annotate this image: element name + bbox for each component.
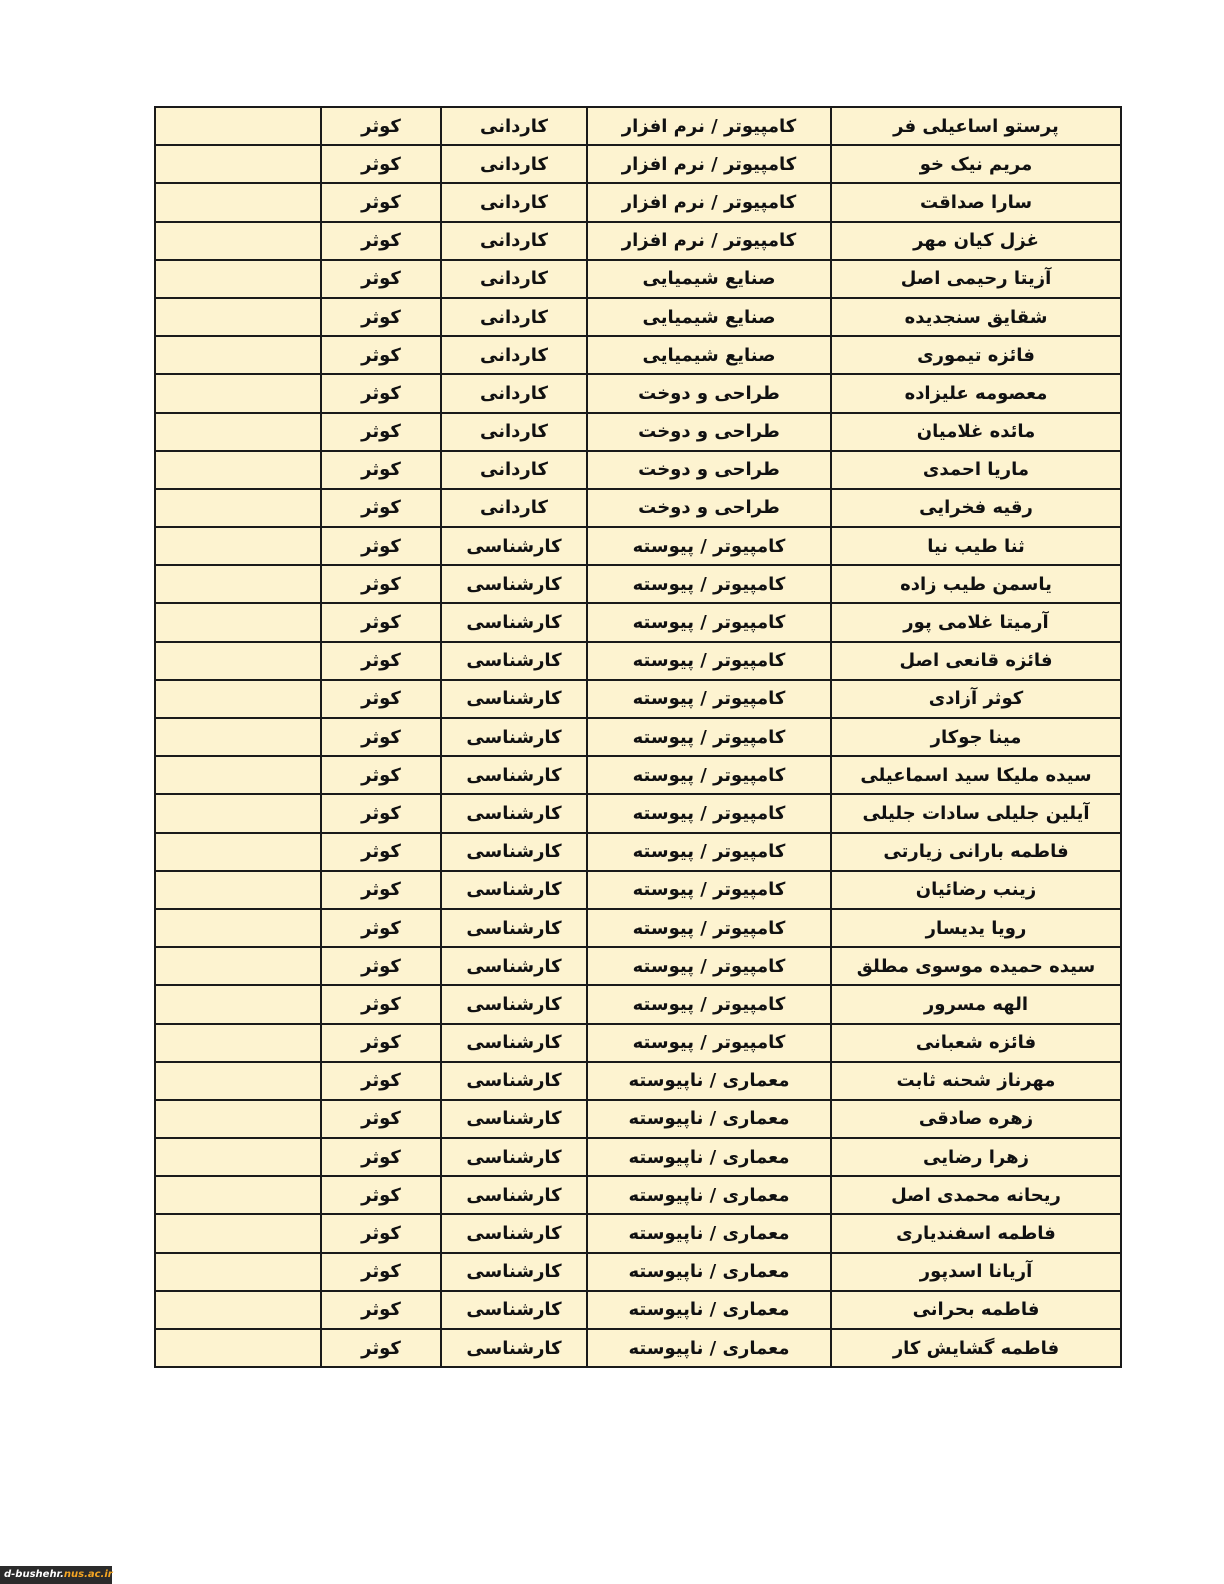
cell-major: کامپیوتر / پیوسته (587, 985, 831, 1023)
cell-campus: کوثر (321, 145, 441, 183)
cell-empty (155, 374, 321, 412)
cell-name: مهرناز شحنه ثابت (831, 1062, 1121, 1100)
cell-name: آیلین جلیلی سادات جلیلی (831, 794, 1121, 832)
cell-empty (155, 260, 321, 298)
cell-name: ثنا طیب نیا (831, 527, 1121, 565)
cell-level: کارشناسی (441, 985, 587, 1023)
cell-level: کارشناسی (441, 1024, 587, 1062)
cell-level: کارشناسی (441, 565, 587, 603)
cell-major: کامپیوتر / پیوسته (587, 565, 831, 603)
table-row (155, 451, 1121, 489)
table-row (155, 642, 1121, 680)
cell-campus: کوثر (321, 1024, 441, 1062)
cell-major: معماری / ناپیوسته (587, 1100, 831, 1138)
cell-level: کاردانی (441, 145, 587, 183)
cell-major: کامپیوتر / پیوسته (587, 756, 831, 794)
cell-empty (155, 565, 321, 603)
cell-name: رویا یدیسار (831, 909, 1121, 947)
footer-domain: nus.ac.ir (63, 1569, 113, 1580)
table-row (155, 603, 1121, 641)
cell-major: معماری / ناپیوسته (587, 1138, 831, 1176)
cell-name: مینا جوکار (831, 718, 1121, 756)
table-row (155, 1214, 1121, 1252)
cell-empty (155, 756, 321, 794)
table-row (155, 718, 1121, 756)
table-row (155, 1062, 1121, 1100)
cell-major: کامپیوتر / پیوسته (587, 909, 831, 947)
cell-campus: کوثر (321, 947, 441, 985)
cell-major: طراحی و دوخت (587, 413, 831, 451)
cell-campus: کوثر (321, 183, 441, 221)
cell-name: فاطمه بحرانی (831, 1291, 1121, 1329)
cell-major: صنایع شیمیایی (587, 336, 831, 374)
cell-empty (155, 336, 321, 374)
cell-empty (155, 489, 321, 527)
cell-level: کارشناسی (441, 1253, 587, 1291)
cell-empty (155, 947, 321, 985)
cell-major: معماری / ناپیوسته (587, 1329, 831, 1367)
cell-name: آرمیتا غلامی پور (831, 603, 1121, 641)
cell-level: کاردانی (441, 298, 587, 336)
cell-level: کارشناسی (441, 718, 587, 756)
cell-major: کامپیوتر / پیوسته (587, 947, 831, 985)
cell-major: طراحی و دوخت (587, 489, 831, 527)
cell-name: پرستو اساعیلی فر (831, 107, 1121, 145)
cell-empty (155, 1176, 321, 1214)
cell-level: کارشناسی (441, 909, 587, 947)
cell-empty (155, 603, 321, 641)
table-row (155, 985, 1121, 1023)
cell-level: کاردانی (441, 222, 587, 260)
cell-empty (155, 222, 321, 260)
cell-major: کامپیوتر / پیوسته (587, 527, 831, 565)
cell-campus: کوثر (321, 756, 441, 794)
table-row (155, 1176, 1121, 1214)
cell-empty (155, 985, 321, 1023)
cell-level: کارشناسی (441, 794, 587, 832)
cell-empty (155, 909, 321, 947)
cell-empty (155, 794, 321, 832)
table-row (155, 260, 1121, 298)
cell-name: الهه مسرور (831, 985, 1121, 1023)
table-row (155, 833, 1121, 871)
cell-empty (155, 1214, 321, 1252)
cell-campus: کوثر (321, 1291, 441, 1329)
cell-campus: کوثر (321, 642, 441, 680)
cell-major: معماری / ناپیوسته (587, 1176, 831, 1214)
cell-empty (155, 871, 321, 909)
cell-name: فاطمه گشایش کار (831, 1329, 1121, 1367)
cell-empty (155, 145, 321, 183)
cell-campus: کوثر (321, 336, 441, 374)
table-row (155, 680, 1121, 718)
cell-name: زهرا رضایی (831, 1138, 1121, 1176)
table-row (155, 1024, 1121, 1062)
cell-level: کاردانی (441, 413, 587, 451)
cell-campus: کوثر (321, 374, 441, 412)
cell-level: کارشناسی (441, 1062, 587, 1100)
cell-campus: کوثر (321, 222, 441, 260)
table-row (155, 527, 1121, 565)
cell-name: غزل کیان مهر (831, 222, 1121, 260)
cell-major: کامپیوتر / پیوسته (587, 642, 831, 680)
table-row (155, 565, 1121, 603)
cell-level: کارشناسی (441, 1214, 587, 1252)
cell-major: کامپیوتر / نرم افزار (587, 222, 831, 260)
table-row (155, 298, 1121, 336)
cell-campus: کوثر (321, 909, 441, 947)
cell-empty (155, 680, 321, 718)
cell-name: ریحانه محمدی اصل (831, 1176, 1121, 1214)
cell-name: فائزه تیموری (831, 336, 1121, 374)
table-row (155, 1138, 1121, 1176)
cell-major: صنایع شیمیایی (587, 298, 831, 336)
cell-name: فاطمه بارانی زیارتی (831, 833, 1121, 871)
cell-level: کاردانی (441, 107, 587, 145)
cell-major: معماری / ناپیوسته (587, 1214, 831, 1252)
cell-level: کارشناسی (441, 947, 587, 985)
table-row (155, 1329, 1121, 1367)
cell-name: سیده ملیکا سید اسماعیلی (831, 756, 1121, 794)
cell-empty (155, 1329, 321, 1367)
cell-campus: کوثر (321, 489, 441, 527)
cell-level: کارشناسی (441, 833, 587, 871)
cell-major: معماری / ناپیوسته (587, 1253, 831, 1291)
cell-major: کامپیوتر / پیوسته (587, 718, 831, 756)
table-row (155, 1291, 1121, 1329)
cell-level: کارشناسی (441, 642, 587, 680)
cell-campus: کوثر (321, 298, 441, 336)
cell-empty (155, 718, 321, 756)
table-body (155, 107, 1121, 1367)
cell-campus: کوثر (321, 1062, 441, 1100)
footer-prefix: d-bushehr. (4, 1569, 64, 1580)
cell-level: کاردانی (441, 260, 587, 298)
cell-major: کامپیوتر / پیوسته (587, 603, 831, 641)
cell-empty (155, 413, 321, 451)
cell-campus: کوثر (321, 260, 441, 298)
cell-name: رقیه فخرایی (831, 489, 1121, 527)
cell-empty (155, 1024, 321, 1062)
table-row (155, 107, 1121, 145)
cell-empty (155, 642, 321, 680)
cell-level: کارشناسی (441, 1176, 587, 1214)
table-row (155, 947, 1121, 985)
cell-major: کامپیوتر / پیوسته (587, 1024, 831, 1062)
cell-campus: کوثر (321, 1176, 441, 1214)
cell-major: معماری / ناپیوسته (587, 1291, 831, 1329)
cell-level: کارشناسی (441, 603, 587, 641)
cell-level: کارشناسی (441, 871, 587, 909)
cell-name: مریم نیک خو (831, 145, 1121, 183)
cell-major: کامپیوتر / پیوسته (587, 833, 831, 871)
cell-name: سیده حمیده موسوی مطلق (831, 947, 1121, 985)
cell-level: کارشناسی (441, 1329, 587, 1367)
cell-campus: کوثر (321, 985, 441, 1023)
cell-empty (155, 1138, 321, 1176)
cell-name: فائزه شعبانی (831, 1024, 1121, 1062)
cell-major: کامپیوتر / نرم افزار (587, 107, 831, 145)
cell-major: طراحی و دوخت (587, 451, 831, 489)
cell-major: طراحی و دوخت (587, 374, 831, 412)
cell-level: کاردانی (441, 183, 587, 221)
cell-name: کوثر آزادی (831, 680, 1121, 718)
cell-empty (155, 183, 321, 221)
cell-name: معصومه علیزاده (831, 374, 1121, 412)
cell-campus: کوثر (321, 680, 441, 718)
table-row (155, 183, 1121, 221)
cell-empty (155, 1100, 321, 1138)
cell-campus: کوثر (321, 871, 441, 909)
cell-level: کارشناسی (441, 680, 587, 718)
cell-level: کارشناسی (441, 1291, 587, 1329)
table-row (155, 1100, 1121, 1138)
cell-name: سارا صداقت (831, 183, 1121, 221)
table-row (155, 222, 1121, 260)
student-list-table (154, 106, 1122, 1368)
student-list-table-wrapper (154, 106, 1114, 1368)
cell-level: کاردانی (441, 451, 587, 489)
cell-name: ماریا احمدی (831, 451, 1121, 489)
table-row (155, 374, 1121, 412)
cell-level: کارشناسی (441, 756, 587, 794)
cell-level: کاردانی (441, 374, 587, 412)
cell-empty (155, 833, 321, 871)
site-footer-badge[interactable] (0, 1566, 112, 1584)
table-row (155, 489, 1121, 527)
cell-campus: کوثر (321, 1329, 441, 1367)
cell-campus: کوثر (321, 527, 441, 565)
cell-campus: کوثر (321, 107, 441, 145)
cell-name: زهره صادقی (831, 1100, 1121, 1138)
cell-level: کاردانی (441, 489, 587, 527)
cell-campus: کوثر (321, 1138, 441, 1176)
cell-empty (155, 1062, 321, 1100)
cell-campus: کوثر (321, 603, 441, 641)
cell-name: یاسمن طیب زاده (831, 565, 1121, 603)
cell-empty (155, 107, 321, 145)
table-row (155, 909, 1121, 947)
cell-campus: کوثر (321, 565, 441, 603)
cell-level: کارشناسی (441, 1138, 587, 1176)
cell-name: آزیتا رحیمی اصل (831, 260, 1121, 298)
cell-name: زینب رضائیان (831, 871, 1121, 909)
table-row (155, 145, 1121, 183)
cell-campus: کوثر (321, 794, 441, 832)
cell-empty (155, 1253, 321, 1291)
cell-empty (155, 451, 321, 489)
table-row (155, 1253, 1121, 1291)
cell-campus: کوثر (321, 1214, 441, 1252)
cell-major: کامپیوتر / نرم افزار (587, 183, 831, 221)
cell-major: صنایع شیمیایی (587, 260, 831, 298)
cell-name: آریانا اسدپور (831, 1253, 1121, 1291)
cell-empty (155, 298, 321, 336)
cell-name: شقایق سنجدیده (831, 298, 1121, 336)
cell-campus: کوثر (321, 833, 441, 871)
cell-empty (155, 1291, 321, 1329)
cell-campus: کوثر (321, 413, 441, 451)
table-row (155, 871, 1121, 909)
cell-campus: کوثر (321, 1253, 441, 1291)
cell-level: کاردانی (441, 336, 587, 374)
cell-name: فاطمه اسفندیاری (831, 1214, 1121, 1252)
cell-campus: کوثر (321, 451, 441, 489)
table-row (155, 794, 1121, 832)
table-row (155, 756, 1121, 794)
cell-major: کامپیوتر / پیوسته (587, 680, 831, 718)
cell-name: مائده غلامیان (831, 413, 1121, 451)
cell-campus: کوثر (321, 718, 441, 756)
cell-level: کارشناسی (441, 527, 587, 565)
cell-major: معماری / ناپیوسته (587, 1062, 831, 1100)
cell-level: کارشناسی (441, 1100, 587, 1138)
cell-campus: کوثر (321, 1100, 441, 1138)
cell-major: کامپیوتر / پیوسته (587, 794, 831, 832)
cell-name: فائزه قانعی اصل (831, 642, 1121, 680)
cell-empty (155, 527, 321, 565)
table-row (155, 336, 1121, 374)
cell-major: کامپیوتر / پیوسته (587, 871, 831, 909)
cell-major: کامپیوتر / نرم افزار (587, 145, 831, 183)
table-row (155, 413, 1121, 451)
